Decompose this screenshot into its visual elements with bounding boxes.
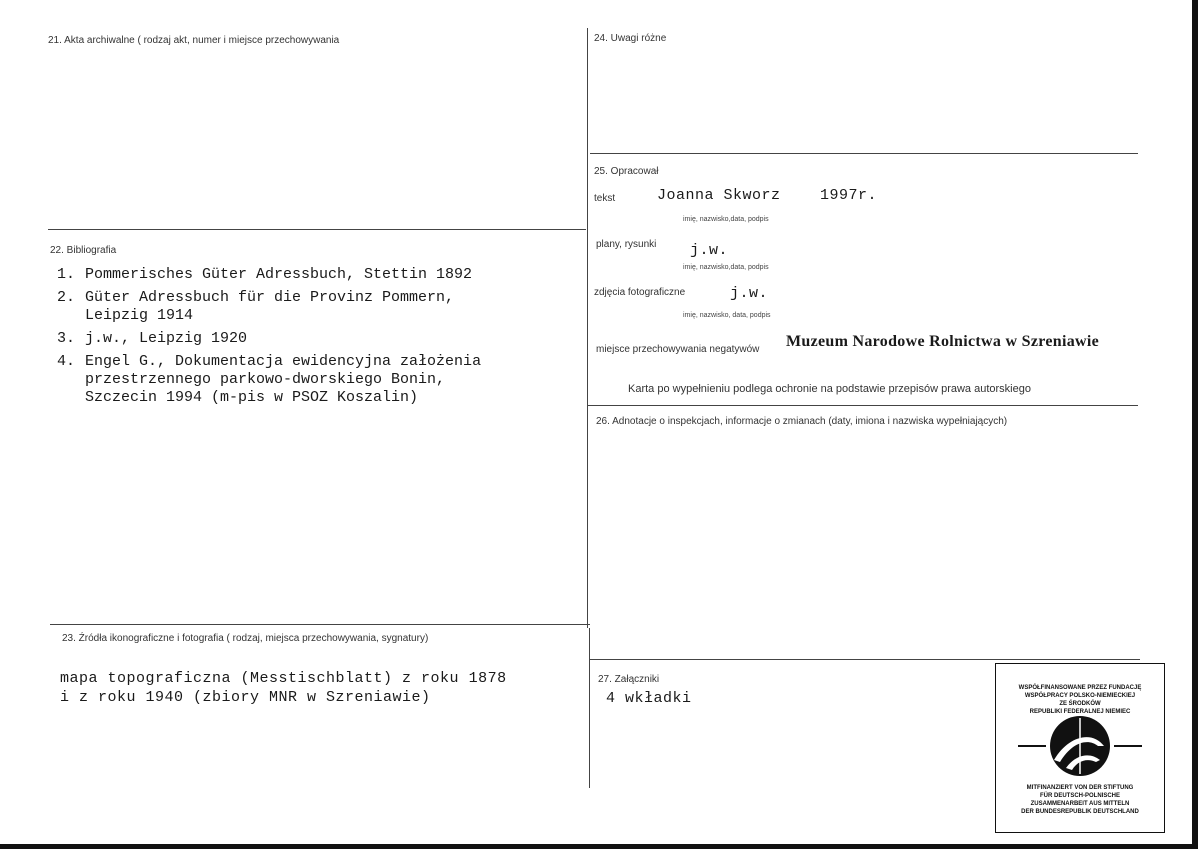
- bibliography-item-number: 4.: [57, 353, 76, 370]
- stamp-top-text: WSPÓŁFINANSOWANE PRZEZ FUNDACJĘ WSPÓŁPRACY POLSKO-NIEMIECKIEJ ZE ŚRODKÓW REPUBLIKI FEDERALNEJ NIEMIEC: [1018, 685, 1142, 715]
- section-23-label: 23. Źródła ikonograficzne i fotografia ( rodzaj, miejsca przechowywania, sygnatury): [62, 633, 429, 644]
- divider-22-23: [50, 624, 590, 625]
- section-24-label: 24. Uwagi różne: [594, 33, 667, 44]
- top-edge: [0, 0, 1198, 6]
- photos-value: j.w.: [730, 285, 769, 302]
- text-author-value: Joanna Skworz: [657, 187, 781, 204]
- copyright-note: Karta po wypełnieniu podlega ochronie na podstawie przepisów prawa autorskiego: [628, 383, 1031, 395]
- photos-key: zdjęcia fotograficzne: [594, 287, 686, 298]
- bibliography-item-number: 1.: [57, 266, 76, 283]
- negatives-value: Muzeum Narodowe Rolnictwa w Szreniawie: [786, 333, 1099, 350]
- photos-caption: imię, nazwisko, data, podpis: [683, 312, 771, 319]
- bibliography-item-number: 2.: [57, 289, 76, 306]
- divider-24-25: [590, 153, 1138, 154]
- section-27-label: 27. Załączniki: [598, 674, 660, 685]
- text-author-year: 1997r.: [820, 187, 878, 204]
- text-author-key: tekst: [594, 193, 616, 204]
- bibliography-item-text: Pommerisches Güter Adressbuch, Stettin 1892: [85, 266, 473, 283]
- funding-stamp: [995, 663, 1165, 833]
- right-edge: [1192, 0, 1198, 849]
- plans-value: j.w.: [690, 242, 729, 259]
- section-22-label: 22. Bibliografia: [50, 245, 117, 256]
- bibliography-item-text: Engel G., Dokumentacja ewidencyjna założenia przestrzennego parkowo-dworskiego Bonin, Szczecin 1994 (m-pis w PSOZ Koszalin): [85, 353, 482, 406]
- plans-caption: imię, nazwisko,data, podpis: [683, 264, 769, 271]
- divider-21-22: [48, 229, 586, 230]
- section-21-label: 21. Akta archiwalne ( rodzaj akt, numer i miejsce przechowywania: [48, 35, 340, 46]
- bibliography-item-number: 3.: [57, 330, 76, 347]
- negatives-key: miejsce przechowywania negatywów: [596, 344, 760, 355]
- foundation-logo-icon: [996, 716, 1164, 780]
- section-25-label: 25. Opracował: [594, 166, 659, 177]
- iconography-line-2: i z roku 1940 (zbiory MNR w Szreniawie): [60, 689, 431, 706]
- plans-key: plany, rysunki: [596, 239, 657, 250]
- bibliography-item: [57, 330, 481, 348]
- bottom-edge: [0, 844, 1198, 849]
- attachments-value: 4 wkładki: [606, 690, 692, 707]
- bibliography-item-text: Güter Adressbuch für die Provinz Pommern, Leipzig 1914: [85, 289, 455, 324]
- bibliography-item-text: j.w., Leipzig 1920: [85, 330, 248, 347]
- divider-26-27: [590, 659, 1140, 660]
- bibliography-list: [57, 266, 481, 412]
- text-author-caption: imię, nazwisko,data, podpis: [683, 216, 769, 223]
- divider-25-26: [588, 405, 1138, 406]
- vertical-divider-lower: [589, 628, 590, 788]
- stamp-bottom-text: MITFINANZIERT VON DER STIFTUNG FÜR DEUTSCH-POLNISCHE ZUSAMMENARBEIT AUS MITTELN DER BUNDESREPUBLIK DEUTSCHLAND: [1021, 785, 1139, 815]
- vertical-divider-upper: [587, 28, 588, 628]
- iconography-line-1: mapa topograficzna (Messtischblatt) z roku 1878: [60, 670, 507, 687]
- bibliography-item: [57, 266, 481, 284]
- bibliography-item: [57, 353, 481, 407]
- bibliography-item: [57, 289, 481, 325]
- section-26-label: 26. Adnotacje o inspekcjach, informacje o zmianach (daty, imiona i nazwiska wypełniających): [596, 416, 1008, 427]
